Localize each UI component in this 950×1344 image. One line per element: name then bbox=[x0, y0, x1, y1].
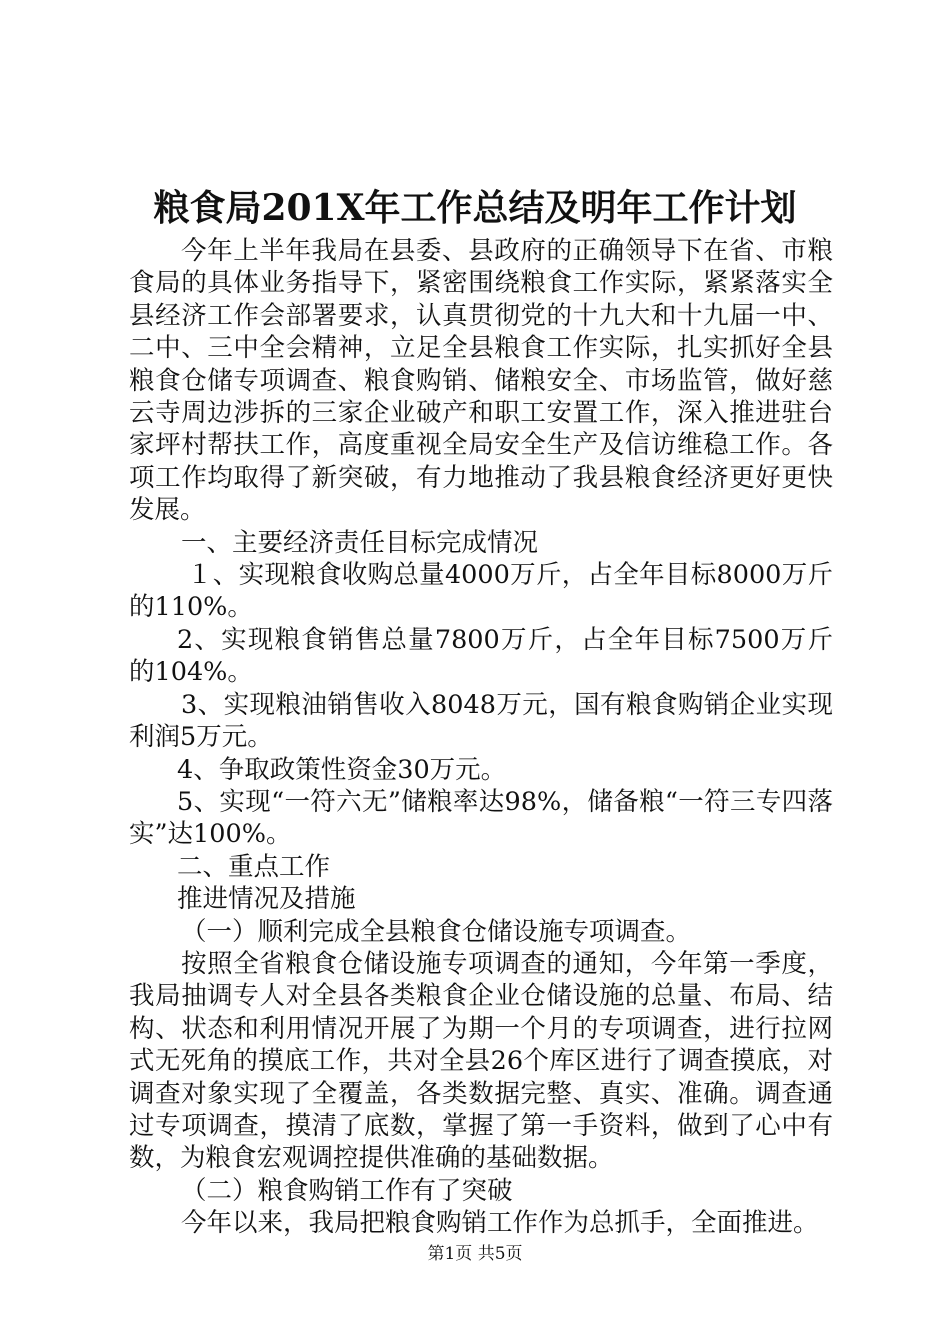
list-item-3: 3、实现粮油销售收入8048万元，国有粮食购销企业实现利润5万元。 bbox=[129, 689, 833, 753]
list-item-5: 5、实现“一符六无”储粮率达98%，储备粮“一符三专四落实”达100%。 bbox=[129, 786, 833, 850]
page-footer: 第1页 共5页 bbox=[427, 1244, 523, 1264]
section-heading-1: 一、主要经济责任目标完成情况 bbox=[181, 527, 539, 558]
subsection-paragraph-1: 按照全省粮食仓储设施专项调查的通知，今年第一季度，我局抽调专人对全县各类粮食企业仓储设施的总量、布局、结构、状态和利用情况开展了为期一个月的专项调查，进行拉网式无死角的摸底工作，共对全县26个库区进行了调查摸底，对调查对象实现了全覆盖，各类数据完整、真实、准确。调查通过专项调查，摸清了底数，掌握了第一手资料，做到了心中有数，为粮食宏观调控提供准确的基础数据。 bbox=[129, 948, 833, 1174]
section-heading-2: 二、重点工作 bbox=[177, 851, 331, 882]
subsection-paragraph-2: 今年以来，我局把粮食购销工作作为总抓手，全面推进。 bbox=[181, 1208, 819, 1239]
list-item-1: １、实现粮食收购总量4000万斤，占全年目标8000万斤的110%。 bbox=[129, 560, 833, 623]
list-item-2: 2、实现粮食销售总量7800万斤，占全年目标7500万斤的104%。 bbox=[129, 624, 833, 688]
subsection-heading-2: （二）粮食购销工作有了突破 bbox=[181, 1175, 513, 1206]
subsection-heading-1: （一）顺利完成全县粮食仓储设施专项调查。 bbox=[181, 916, 692, 947]
document-body bbox=[129, 235, 833, 1240]
intro-paragraph: 今年上半年我局在县委、县政府的正确领导下在省、市粮食局的具体业务指导下，紧密围绕粮食工作实际，紧紧落实全县经济工作会部署要求，认真贯彻党的十九大和十九届一中、二中、三中全会精神，立足全县粮食工作实际，扎实抓好全县粮食仓储专项调查、粮食购销、储粮安全、市场监管，做好慈云寺周边涉拆的三家企业破产和职工安置工作，深入推进驻台家坪村帮扶工作，高度重视全局安全生产及信访维稳工作。各项工作均取得了新突破，有力地推动了我县粮食经济更好更快发展。 bbox=[129, 236, 833, 526]
document-title: 粮食局201X年工作总结及明年工作计划 bbox=[153, 187, 797, 229]
list-item-4: 4、争取政策性资金30万元。 bbox=[177, 754, 507, 785]
section-subheading: 推进情况及措施 bbox=[177, 884, 356, 915]
